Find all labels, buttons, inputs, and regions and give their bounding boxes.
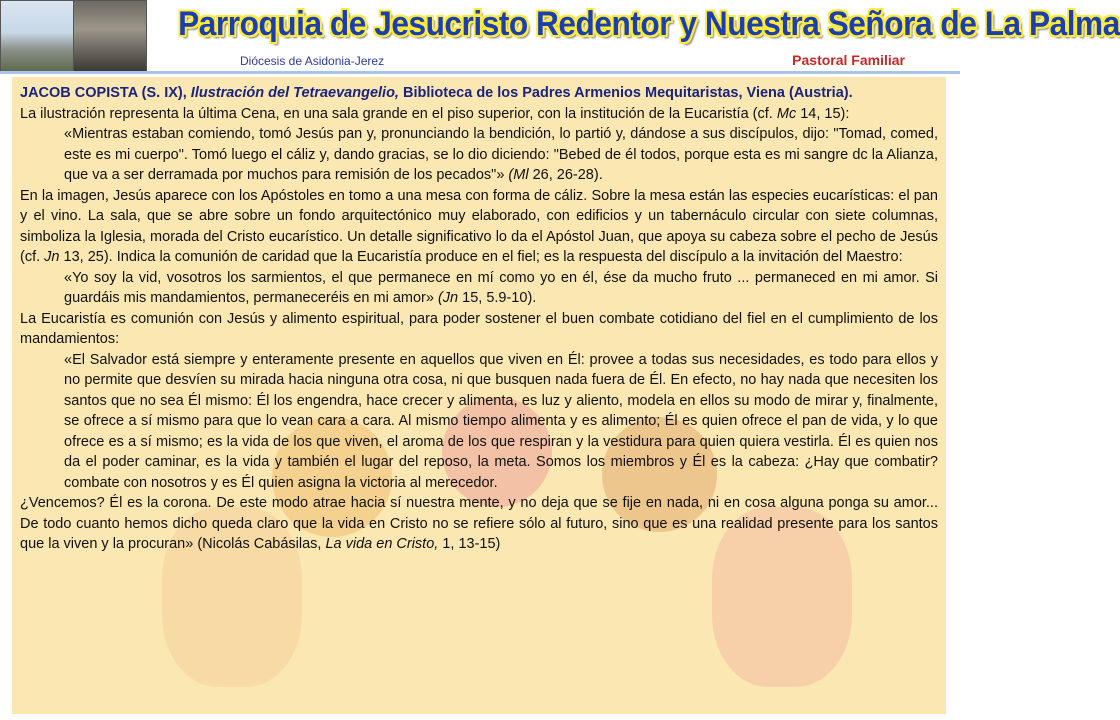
quote-1-ref: (Ml [508, 167, 529, 183]
paragraph-1-ref: Mc [776, 105, 797, 122]
content-panel [12, 77, 946, 714]
heading-paragraph [20, 83, 938, 104]
heading-location: Biblioteca de los Padres Armenios Mequitaristas, Viena (Austria). [398, 85, 853, 101]
diocese-label: Diócesis de Asidonia-Jerez [240, 54, 385, 68]
quote-1-ref-tail: 26, 26-28). [528, 167, 603, 183]
quote-2-ref-tail: 15, 5.9-10). [458, 290, 537, 306]
paragraph-4 [20, 493, 938, 555]
paragraph-2-text: En la imagen, Jesús aparece con los Apóstoles en tomo a una mesa con forma de cáliz. Sobre la mesa están las especies eucarísticas: el pan y el vino. La sala, que se abre sobre un fondo arquitectónico muy elaborado, con edificios y un tabernáculo circular con siete columnas, simboliza la Iglesia, morada del Cristo eucarístico. Un detalle significativo lo da el Apóstol Juan, que apoya su cabeza sobre el pecho de Jesús (cf. [20, 187, 938, 265]
paragraph-3-text: La Eucaristía es comunión con Jesús y alimento espiritual, para poder sostener el buen combate cotidiano del fiel en el cumplimiento de los mandamientos: [20, 310, 938, 347]
quote-2-ref: (Jn [437, 290, 459, 306]
paragraph-4-ref: La vida en Cristo, [325, 536, 439, 552]
church-interior-photo [73, 0, 147, 72]
heading-author: JACOB COPISTA (S. IX), [20, 85, 191, 101]
paragraph-1-text: La ilustración representa la última Cena, en una sala grande en el piso superior, con la institución de la Eucaristía (cf. [20, 105, 777, 122]
article-text [20, 83, 938, 555]
paragraph-2 [20, 186, 938, 268]
quote-1 [20, 124, 938, 186]
paragraph-4-text: ¿Vencemos? Él es la corona. De este modo atrae hacia sí nuestra mente, y no deja que se fije en nada, ni en cosa alguna ponga su amor... De todo cuanto hemos dicho queda claro que la vida en Cristo no se refiere sólo al futuro, sino que es una realidad presente para los santos que la viven y la procuran» (Nicolás Cabásilas, [20, 495, 938, 552]
paragraph-1-ref-tail: 14, 15): [796, 105, 850, 122]
quote-1-text: «Mientras estaban comiendo, tomó Jesús pan y, pronunciando la bendición, lo partió y, dándose a sus discípulos, dijo: "Tomad, comed, este es mi cuerpo". Tomó luego el cáliz y, dando gracias, se lo dio diciendo: "Bebed de él todos, porque esta es mi sangre dc la Alianza, que va a ser derramada por muchos para remisión de los pecados"» [64, 126, 938, 183]
paragraph-4-ref-tail: 1, 13-15) [438, 536, 501, 552]
quote-3 [20, 350, 938, 494]
quote-2 [20, 268, 938, 309]
section-label: Pastoral Familiar [792, 52, 905, 68]
church-exterior-photo [0, 0, 75, 72]
paragraph-1 [20, 104, 938, 125]
paragraph-2-ref-tail: 13, 25). Indica la comunión de caridad que la Eucaristía produce en el fiel; es la respuesta del discípulo a la invitación del Maestro: [59, 249, 903, 265]
quote-3-text: «El Salvador está siempre y enteramente presente en aquellos que viven en Él: provee a todas sus necesidades, es todo para ellos y no permite que desvíen su mirada hacia ninguna otra cosa, ni que busquen nada fuera de Él. En efecto, no hay nada que necesiten los santos que no sea Él mismo: Él los engendra, hace crecer y alimenta, es luz y aliento, modela en ellos su modo de mirar y, finalmente, se ofrece a sí mismo para que lo vean cara a cara. Al mismo tiempo alimenta y es alimento; Él es quien ofrece el pan de vida, y lo que ofrece es a sí mismo; es la vida de los que viven, el aroma de los que respiran y la vestidura para quien quiera vestirla. Él es quien nos da el poder caminar, es la vida y también el lugar del reposo, la meta. Somos los miembros y Él es la cabeza: ¿Hay que combatir? combate con nosotros y es Él quien asigna la victoria al merecedor. [64, 351, 938, 491]
paragraph-2-ref: Jn [44, 249, 60, 265]
heading-work: Ilustración del Tetraevangelio, [190, 85, 399, 101]
page-title: Parroquia de Jesucristo Redentor y Nuestra Señora de La Palma [178, 5, 1120, 43]
quote-2-text: «Yo soy la vid, vosotros los sarmientos, el que permanece en mí como yo en él, ése da mucho fruto ... permaneced en mi amor. Si guardáis mis mandamientos, permaneceréis en mi amor» [64, 269, 938, 306]
paragraph-3 [20, 309, 938, 350]
header-divider [0, 71, 960, 74]
header [150, 0, 1120, 48]
